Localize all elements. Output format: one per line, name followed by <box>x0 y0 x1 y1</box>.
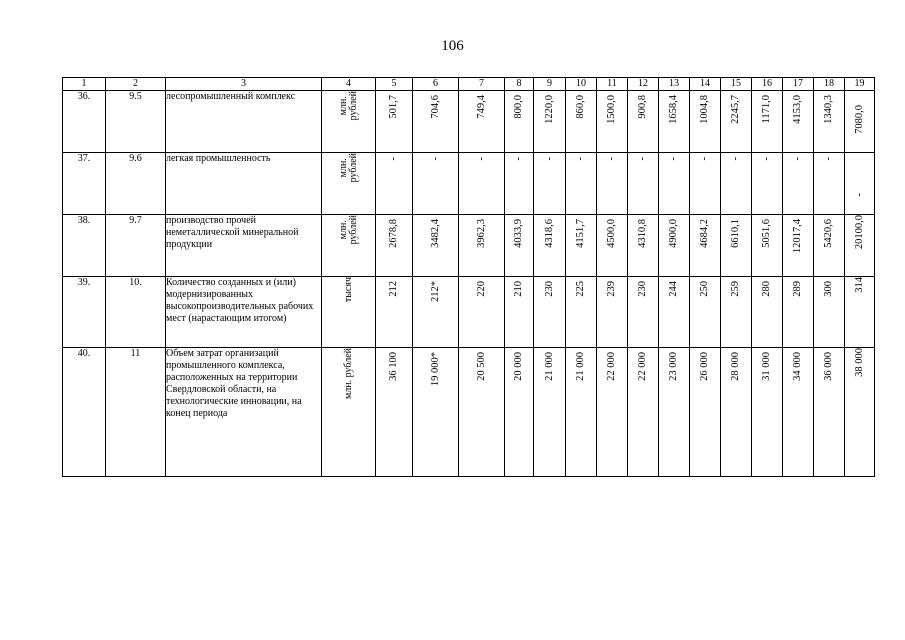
value-cell <box>814 348 845 477</box>
value-cell-text: 7080,0 <box>853 105 865 134</box>
value-cell-text: 38 000 <box>853 348 865 377</box>
value-cell <box>376 153 413 215</box>
column-header: 17 <box>783 78 814 91</box>
value-cell-text: 244 <box>668 281 679 297</box>
value-cell-text: - <box>637 157 648 161</box>
value-cell-text: 212 <box>388 281 399 297</box>
header-row <box>63 78 875 91</box>
value-cell <box>566 215 597 277</box>
value-cell <box>505 153 534 215</box>
value-cell <box>413 277 459 348</box>
value-cell <box>534 153 566 215</box>
value-cell <box>376 215 413 277</box>
value-cell-text: 6610,1 <box>730 219 741 248</box>
value-cell-text: - <box>853 193 865 197</box>
value-cell-text: - <box>606 157 617 161</box>
value-cell-text: 314 <box>853 277 865 293</box>
unit-cell <box>322 91 376 153</box>
value-cell-text: 2245,7 <box>730 95 741 124</box>
page-number: 106 <box>441 38 464 54</box>
value-cell-text: 12017,4 <box>792 219 803 254</box>
value-cell-text: 4684,2 <box>699 219 710 248</box>
value-cell-text: 300 <box>823 281 834 297</box>
unit-cell-text: тысяч <box>342 277 354 303</box>
value-cell <box>845 277 875 348</box>
value-cell <box>721 277 752 348</box>
value-cell-text: 34 000 <box>792 352 803 381</box>
value-cell <box>597 277 628 348</box>
value-cell-text: 20 000 <box>513 352 524 381</box>
value-cell-text: 3962,3 <box>475 219 487 248</box>
value-cell-text: 2678,8 <box>388 219 399 248</box>
value-cell <box>413 348 459 477</box>
column-header: 9 <box>534 78 566 91</box>
indicator-name: лесопромышленный комплекс <box>166 91 322 153</box>
value-cell-text: - <box>730 157 741 161</box>
value-cell <box>628 215 659 277</box>
column-header: 6 <box>413 78 459 91</box>
row-code: 9.5 <box>106 91 166 153</box>
value-cell-text: 36 000 <box>823 352 834 381</box>
column-header: 3 <box>166 78 322 91</box>
value-cell-text: - <box>668 157 679 161</box>
column-header: 11 <box>597 78 628 91</box>
unit-cell-text: млн. рублей <box>342 348 354 400</box>
value-cell-text: 20 500 <box>475 352 487 381</box>
value-cell <box>783 91 814 153</box>
unit-cell-text: млн. рублей <box>337 153 359 183</box>
value-cell-text: - <box>575 157 586 161</box>
column-header: 14 <box>690 78 721 91</box>
value-cell <box>376 91 413 153</box>
unit-cell <box>322 215 376 277</box>
value-cell-text: 4153,0 <box>792 95 803 124</box>
value-cell <box>597 348 628 477</box>
value-cell <box>721 153 752 215</box>
value-cell <box>845 91 875 153</box>
value-cell <box>845 348 875 477</box>
value-cell <box>628 91 659 153</box>
value-cell <box>459 348 505 477</box>
value-cell <box>505 215 534 277</box>
row-code: 11 <box>106 348 166 477</box>
column-header: 15 <box>721 78 752 91</box>
value-cell <box>783 348 814 477</box>
column-header: 8 <box>505 78 534 91</box>
table-row <box>63 277 875 348</box>
value-cell-text: 21 000 <box>543 352 555 381</box>
value-cell-text: 1340,3 <box>823 95 834 124</box>
value-cell <box>814 153 845 215</box>
value-cell <box>659 91 690 153</box>
value-cell-text: 220 <box>475 281 487 297</box>
value-cell <box>376 277 413 348</box>
value-cell-text: 1004,8 <box>699 95 710 124</box>
value-cell <box>752 215 783 277</box>
value-cell-text: 230 <box>543 281 555 297</box>
value-cell <box>690 91 721 153</box>
value-cell-text: - <box>543 157 555 161</box>
value-cell-text: 501,7 <box>388 95 399 119</box>
value-cell <box>459 153 505 215</box>
value-cell <box>534 215 566 277</box>
value-cell-text: 21 000 <box>575 352 586 381</box>
row-number: 37. <box>63 153 106 215</box>
value-cell-text: 1171,0 <box>761 95 772 124</box>
value-cell <box>413 91 459 153</box>
value-cell-text: 22 000 <box>606 352 617 381</box>
value-cell <box>534 348 566 477</box>
value-cell-text: 36 100 <box>388 352 399 381</box>
value-cell-text: 1220,0 <box>543 95 555 124</box>
table-row <box>63 215 875 277</box>
unit-cell-text: млн. рублей <box>337 91 359 121</box>
value-cell-text: 4500,0 <box>606 219 617 248</box>
row-number: 40. <box>63 348 106 477</box>
value-cell <box>413 153 459 215</box>
value-cell <box>505 91 534 153</box>
unit-cell <box>322 277 376 348</box>
value-cell <box>376 348 413 477</box>
value-cell <box>783 277 814 348</box>
value-cell <box>534 91 566 153</box>
column-header: 7 <box>459 78 505 91</box>
value-cell <box>597 215 628 277</box>
value-cell <box>566 348 597 477</box>
value-cell-text: 5051,6 <box>761 219 772 248</box>
column-header: 5 <box>376 78 413 91</box>
value-cell-text: 28 000 <box>730 352 741 381</box>
column-header: 2 <box>106 78 166 91</box>
row-code: 10. <box>106 277 166 348</box>
value-cell-text: 4318,6 <box>543 219 555 248</box>
value-cell-text: 5420,6 <box>823 219 834 248</box>
column-header: 13 <box>659 78 690 91</box>
value-cell-text: 289 <box>792 281 803 297</box>
value-cell <box>752 348 783 477</box>
value-cell-text: 280 <box>761 281 772 297</box>
value-cell <box>690 277 721 348</box>
value-cell-text: - <box>792 157 803 161</box>
value-cell <box>845 153 875 215</box>
value-cell <box>659 153 690 215</box>
value-cell <box>628 348 659 477</box>
value-cell <box>752 277 783 348</box>
value-cell <box>628 277 659 348</box>
data-table <box>62 77 875 477</box>
column-header: 19 <box>845 78 875 91</box>
value-cell-text: 23 000 <box>668 352 679 381</box>
value-cell <box>505 348 534 477</box>
value-cell <box>534 277 566 348</box>
row-number: 36. <box>63 91 106 153</box>
table-row <box>63 153 875 215</box>
indicator-name: Объем затрат организаций промышленного комплекса, расположенных на территории Свердловской области, на технологические инновации, на конец периода <box>166 348 322 477</box>
value-cell-text: - <box>513 157 524 161</box>
value-cell <box>597 153 628 215</box>
value-cell-text: 210 <box>513 281 524 297</box>
column-header: 12 <box>628 78 659 91</box>
row-number: 38. <box>63 215 106 277</box>
value-cell <box>721 348 752 477</box>
unit-cell-text: млн. рублей <box>337 215 359 245</box>
value-cell-text: 225 <box>575 281 586 297</box>
value-cell <box>752 153 783 215</box>
table-row <box>63 348 875 477</box>
value-cell <box>783 153 814 215</box>
value-cell <box>783 215 814 277</box>
value-cell-text: - <box>475 157 487 161</box>
value-cell <box>845 215 875 277</box>
column-header: 10 <box>566 78 597 91</box>
value-cell-text: 704,6 <box>429 95 441 119</box>
value-cell <box>659 277 690 348</box>
column-header: 18 <box>814 78 845 91</box>
table-row <box>63 91 875 153</box>
value-cell <box>566 91 597 153</box>
value-cell-text: 230 <box>637 281 648 297</box>
value-cell <box>659 215 690 277</box>
value-cell-text: - <box>429 157 441 161</box>
value-cell <box>505 277 534 348</box>
value-cell <box>721 215 752 277</box>
value-cell <box>459 91 505 153</box>
value-cell <box>566 277 597 348</box>
row-code: 9.6 <box>106 153 166 215</box>
value-cell <box>459 215 505 277</box>
value-cell-text: 749,4 <box>475 95 487 119</box>
value-cell-text: 250 <box>699 281 710 297</box>
value-cell-text: 239 <box>606 281 617 297</box>
indicator-name: легкая промышленность <box>166 153 322 215</box>
value-cell-text: 26 000 <box>699 352 710 381</box>
value-cell-text: 4900,0 <box>668 219 679 248</box>
value-cell <box>721 91 752 153</box>
value-cell-text: 4310,8 <box>637 219 648 248</box>
value-cell-text: 4033,9 <box>513 219 524 248</box>
value-cell-text: 259 <box>730 281 741 297</box>
value-cell <box>814 215 845 277</box>
value-cell-text: - <box>823 157 834 161</box>
indicator-name: Количество созданных и (или) модернизированных высокопроизводительных рабочих мест (нарастающим итогом) <box>166 277 322 348</box>
value-cell <box>814 277 845 348</box>
value-cell-text: - <box>761 157 772 161</box>
value-cell-text: 1500,0 <box>606 95 617 124</box>
value-cell-text: - <box>388 157 399 161</box>
value-cell <box>814 91 845 153</box>
value-cell-text: 20100,0 <box>853 215 865 250</box>
value-cell <box>690 215 721 277</box>
value-cell-text: 900,8 <box>637 95 648 119</box>
value-cell <box>413 215 459 277</box>
value-cell-text: 1658,4 <box>668 95 679 124</box>
value-cell <box>659 348 690 477</box>
value-cell <box>628 153 659 215</box>
value-cell <box>690 348 721 477</box>
column-header: 16 <box>752 78 783 91</box>
value-cell <box>566 153 597 215</box>
column-header: 4 <box>322 78 376 91</box>
value-cell-text: 31 000 <box>761 352 772 381</box>
unit-cell <box>322 348 376 477</box>
value-cell-text: 212* <box>429 281 441 302</box>
value-cell-text: 800,0 <box>513 95 524 119</box>
value-cell-text: 3482,4 <box>429 219 441 248</box>
unit-cell <box>322 153 376 215</box>
value-cell <box>752 91 783 153</box>
row-code: 9.7 <box>106 215 166 277</box>
value-cell-text: 19 000* <box>429 352 441 387</box>
value-cell-text: 4151,7 <box>575 219 586 248</box>
value-cell <box>459 277 505 348</box>
value-cell-text: 22 000 <box>637 352 648 381</box>
value-cell-text: - <box>699 157 710 161</box>
value-cell-text: 860,0 <box>575 95 586 119</box>
indicator-name: производство прочей неметаллической минеральной продукции <box>166 215 322 277</box>
value-cell <box>597 91 628 153</box>
column-header: 1 <box>63 78 106 91</box>
row-number: 39. <box>63 277 106 348</box>
value-cell <box>690 153 721 215</box>
